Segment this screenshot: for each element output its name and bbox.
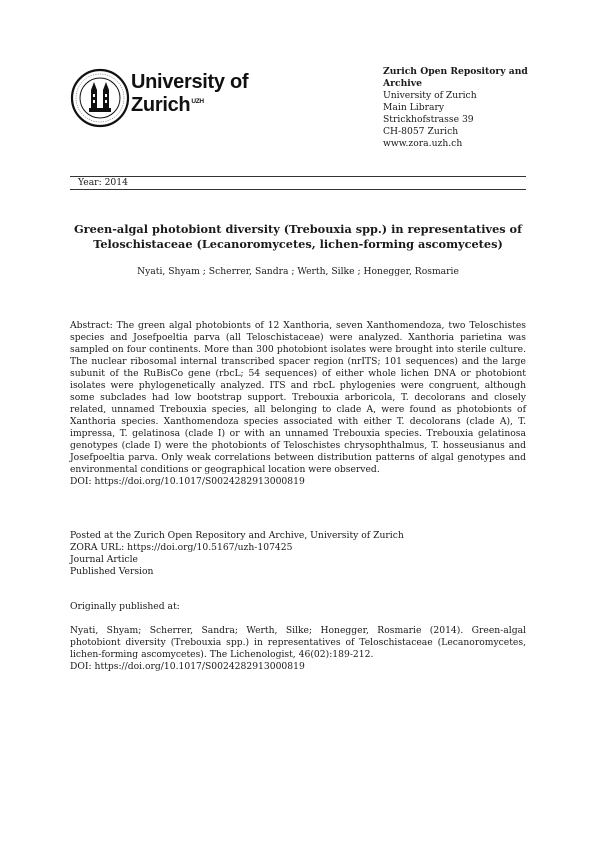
authors: Nyati, Shyam ; Scherrer, Sandra ; Werth, Silke ; Honegger, Rosmarie: [137, 266, 459, 277]
original-publication: [70, 601, 526, 673]
document-type: Journal Article: [70, 554, 138, 565]
repository-name-2: Archive: [383, 78, 422, 89]
repository-website-link[interactable]: www.zora.uzh.ch: [383, 138, 463, 149]
original-publication-heading: Originally published at:: [70, 601, 180, 612]
university-name-line2: [131, 94, 204, 117]
paper-title-line: Teloschistaceae (Lecanoromycetes, lichen-forming ascomycetes): [93, 237, 503, 251]
posting-info: [70, 530, 526, 578]
paper-title-line: Green-algal photobiont diversity (Trebouxia spp.) in representatives of: [74, 222, 522, 236]
paper-title: [70, 222, 526, 252]
zora-url-link[interactable]: ZORA URL: https://doi.org/10.5167/uzh-107425: [70, 542, 293, 553]
repository-name: Zurich Open Repository and: [383, 66, 528, 77]
citation-doi-link[interactable]: DOI: https://doi.org/10.1017/S0024282913000819: [70, 661, 305, 672]
repository-address: [383, 66, 543, 150]
university-name-zurich: Zurich: [131, 94, 191, 116]
university-uzh-superscript: UZH: [191, 98, 204, 106]
abstract: Abstract: The green algal photobionts of 12 Xanthoria, seven Xanthomendoza, two Teloschistes species and Josefpoeltia parva (all Teloschistaceae) were analyzed. Xanthoria parietina was sampled on four continents. More than 300 photobiont isolates were brought into sterile culture. The nuclear ribosomal internal transcribed spacer region (nrITS; 101 sequences) and the large subunit of the RuBisCo gene (rbcL; 54 sequences) of either whole lichen DNA or photobiont isolates were phylogenetically analyzed. ITS and rbcL phylogenies were congruent, although some subclades had low bootstrap support. Trebouxia arboricola, T. decolorans and closely related, unnamed Trebouxia species, all belonging to clade A, were found as photobionts of Xanthoria species. Xanthomendoza species associated with either T. decolorans (clade A), T. impressa, T. gelatinosa (clade I) or with an unnamed Trebouxia species. Trebouxia gelatinosa genotypes (clade I) were the photobionts of Teloschistes chrysophthalmus, T. hosseusianus and Josefpoeltia parva. Only weak correlations between distribution patterns of algal genotypes and environmental conditions or geographical location were observed.: [70, 320, 526, 475]
divider: [70, 189, 526, 190]
version-type: Published Version: [70, 566, 154, 577]
address-line: Main Library: [383, 102, 445, 113]
doi-link[interactable]: DOI: https://doi.org/10.1017/S0024282913000819: [70, 476, 305, 487]
university-name-line1: University of: [131, 71, 249, 93]
citation: Nyati, Shyam; Scherrer, Sandra; Werth, Silke; Honegger, Rosmarie (2014). Green-algal photobiont diversity (Trebouxia spp.) in representatives of Teloschistaceae (Lecanoromycetes, lichen-forming ascomycetes). The Lichenologist, 46(02):189-212.: [70, 625, 526, 660]
posting-statement: Posted at the Zurich Open Repository and Archive, University of Zurich: [70, 530, 404, 541]
university-seal-icon: [70, 66, 130, 130]
address-line: CH-8057 Zurich: [383, 126, 459, 137]
divider: [70, 176, 526, 177]
address-line: University of Zurich: [383, 90, 477, 101]
address-line: Strickhofstrasse 39: [383, 114, 474, 125]
publication-year: Year: 2014: [78, 177, 128, 188]
